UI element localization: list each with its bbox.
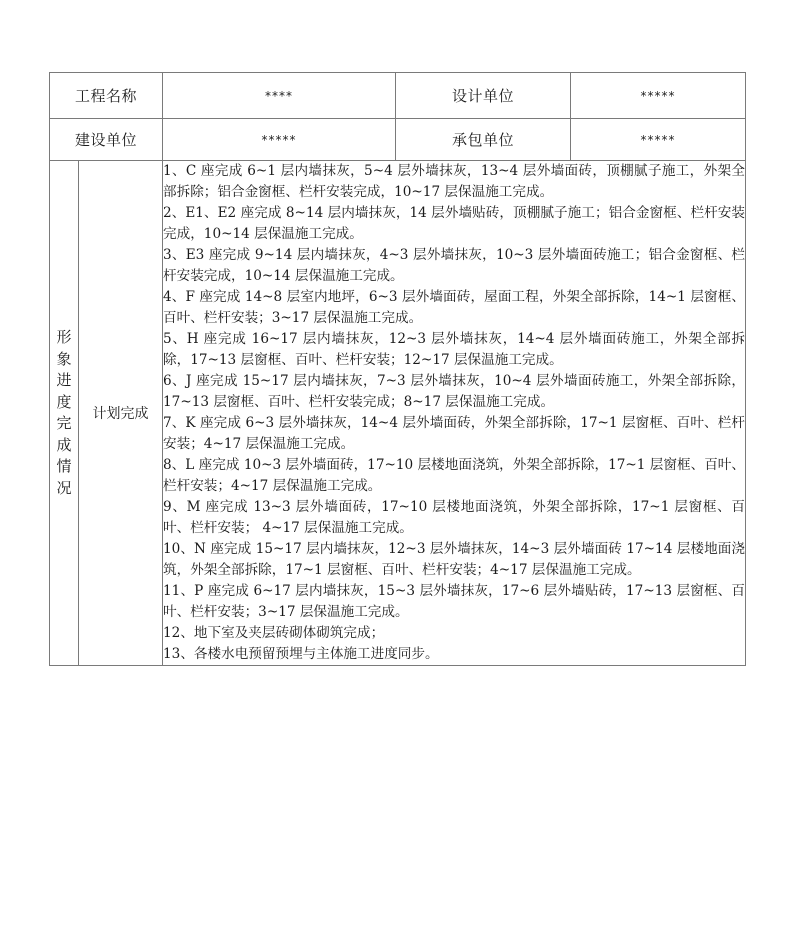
progress-section-label [50, 161, 79, 666]
section-label-char: 况 [56, 478, 72, 497]
progress-item: 7、K 座完成 6~3 层外墙抹灰，14~4 层外墙面砖，外架全部拆除，17~1 层窗框、百叶、栏杆安装；4~17 层保温施工完成。 [163, 415, 746, 452]
contractor-value: ***** [571, 119, 746, 161]
header-row-2 [50, 119, 746, 161]
progress-item: 1、C 座完成 6~1 层内墙抹灰，5~4 层外墙抹灰，13~4 层外墙面砖，顶棚腻子施工，外架全部拆除；铝合金窗框、栏杆安装完成，10~17 层保温施工完成。 [163, 163, 746, 200]
progress-item: 11、P 座完成 6~17 层内墙抹灰，15~3 层外墙抹灰，17~6 层外墙贴砖，17~13 层窗框、百叶、栏杆安装；3~17 层保温施工完成。 [163, 583, 746, 620]
section-label-char: 情 [56, 457, 72, 475]
build-unit-label: 建设单位 [50, 119, 163, 161]
progress-item: 2、E1、E2 座完成 8~14 层内墙抹灰，14 层外墙贴砖，顶棚腻子施工；铝合金窗框、栏杆安装完成，10~14 层保温施工完成。 [163, 205, 746, 242]
design-unit-value: ***** [571, 73, 746, 119]
section-label-char: 完 [56, 414, 72, 432]
progress-item: 12、地下室及夹层砖砌体砌筑完成； [163, 625, 385, 641]
progress-row [50, 161, 746, 666]
progress-item: 4、F 座完成 14~8 层室内地坪，6~3 层外墙面砖，屋面工程，外架全部拆除，14~1 层窗框、百叶、栏杆安装；3~17 层保温施工完成。 [163, 289, 746, 326]
progress-item: 13、各楼水电预留预埋与主体施工进度同步。 [163, 646, 439, 662]
progress-item: 10、N 座完成 15~17 层内墙抹灰，12~3 层外墙抹灰，14~3 层外墙面砖 17~14 层楼地面浇筑，外架全部拆除，17~1 层窗框、百叶、栏杆安装；4~17 层保温施工完成。 [163, 541, 746, 578]
section-label-char: 形 [56, 328, 72, 346]
header-row-1 [50, 73, 746, 119]
progress-item: 8、L 座完成 10~3 层外墙面砖，17~10 层楼地面浇筑，外架全部拆除，17~1 层窗框、百叶、栏杆安装；4~17 层保温施工完成。 [163, 457, 746, 494]
build-unit-value: ***** [163, 119, 396, 161]
section-label-char: 成 [56, 435, 72, 454]
project-name-label: 工程名称 [50, 73, 163, 119]
contractor-label: 承包单位 [396, 119, 571, 161]
plan-complete-label: 计划完成 [79, 161, 163, 666]
progress-item: 5、H 座完成 16~17 层内墙抹灰，12~3 层外墙抹灰，14~4 层外墙面砖施工，外架全部拆除，17~13 层窗框、百叶、栏杆安装；12~17 层保温施工完成。 [163, 331, 746, 368]
project-name-value: **** [163, 73, 396, 119]
progress-item: 9、M 座完成 13~3 层外墙面砖，17~10 层楼地面浇筑，外架全部拆除，17~1 层窗框、百叶、栏杆安装； 4~17 层保温施工完成。 [163, 499, 746, 536]
progress-item: 3、E3 座完成 9~14 层内墙抹灰，4~3 层外墙抹灰，10~3 层外墙面砖施工；铝合金窗框、栏杆安装完成，10~14 层保温施工完成。 [163, 247, 746, 284]
progress-items-list [163, 161, 746, 666]
section-label-char: 进 [56, 371, 72, 389]
section-label-char: 象 [56, 349, 72, 368]
progress-report-table [49, 72, 746, 666]
section-label-char: 度 [56, 392, 72, 411]
progress-item: 6、J 座完成 15~17 层内墙抹灰，7~3 层外墙抹灰，10~4 层外墙面砖施工，外架全部拆除，17~13 层窗框、百叶、栏杆安装完成；8~17 层保温施工完成。 [163, 373, 746, 410]
design-unit-label: 设计单位 [396, 73, 571, 119]
